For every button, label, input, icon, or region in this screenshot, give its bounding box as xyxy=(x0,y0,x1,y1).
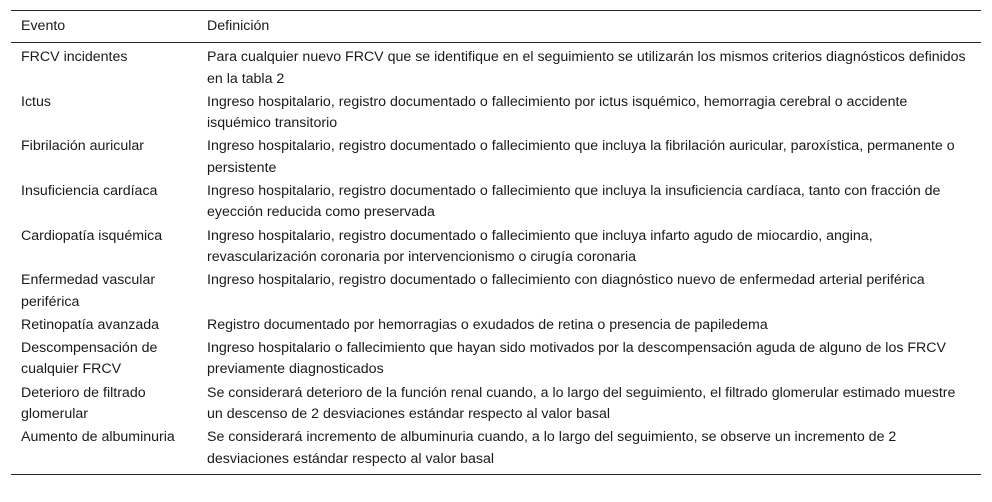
cell-evento: Retinopatía avanzada xyxy=(21,316,160,333)
cell-evento: Cardiopatía isquémica xyxy=(21,227,163,244)
cell-evento: Descompensación de cualquier FRCV xyxy=(21,340,158,378)
header-row xyxy=(11,11,981,43)
table-body xyxy=(11,43,981,475)
events-definition-table xyxy=(11,10,981,475)
table-row xyxy=(11,382,981,427)
cell-definicion: Ingreso hospitalario, registro documentado o fallecimiento por ictus isquémico, hemorragia cerebral o accidente isquémico transitorio xyxy=(207,93,908,132)
cell-evento: Deterioro de filtrado glomerular xyxy=(21,384,146,423)
cell-definicion: Ingreso hospitalario, registro documentado o fallecimiento que incluya infarto agudo de miocardio, angina, revascularización coronaria por intervencionismo o cirugía coronaria xyxy=(207,227,873,265)
cell-evento: Insuficiencia cardíaca xyxy=(21,183,158,200)
cell-definicion: Ingreso hospitalario, registro documentado o fallecimiento que incluya la insuficiencia cardíaca, tanto con fracción de eyección reducida como preservada xyxy=(207,183,941,221)
table-header xyxy=(11,11,981,43)
table-row xyxy=(11,337,981,382)
cell-evento: Aumento de albuminuria xyxy=(21,429,175,446)
table-row xyxy=(11,91,981,136)
cell-evento: Fibrilación auricular xyxy=(21,138,145,155)
header-definicion: Definición xyxy=(207,18,270,34)
table-row xyxy=(11,269,981,314)
cell-definicion: Ingreso hospitalario, registro documentado o fallecimiento con diagnóstico nuevo de enfermedad arterial periférica xyxy=(207,272,925,289)
table-row xyxy=(11,426,981,474)
cell-definicion: Ingreso hospitalario o fallecimiento que hayan sido motivados por la descompensación aguda de alguno de los FRCV previamente diagnosticados xyxy=(207,340,946,378)
table-row xyxy=(11,180,981,225)
header-evento: Evento xyxy=(21,18,66,34)
cell-definicion: Para cualquier nuevo FRCV que se identifique en el seguimiento se utilizarán los mismos criterios diagnósticos definidos en la tabla 2 xyxy=(207,49,966,87)
table-row xyxy=(11,314,981,337)
table-row xyxy=(11,43,981,91)
cell-evento: Ictus xyxy=(21,93,51,110)
table-row xyxy=(11,225,981,270)
table-row xyxy=(11,135,981,180)
cell-evento: Enfermedad vascular periférica xyxy=(21,272,156,310)
cell-evento: FRCV incidentes xyxy=(21,49,128,66)
cell-definicion: Registro documentado por hemorragias o exudados de retina o presencia de papiledema xyxy=(207,316,768,333)
cell-definicion: Ingreso hospitalario, registro documentado o fallecimiento que incluya la fibrilación auricular, paroxística, permanente o persistente xyxy=(207,138,955,176)
cell-definicion: Se considerará incremento de albuminuria cuando, a lo largo del seguimiento, se observe un incremento de 2 desviaciones estándar respecto al valor basal xyxy=(207,429,897,467)
events-definition-table-container xyxy=(11,10,981,475)
cell-definicion: Se considerará deterioro de la función renal cuando, a lo largo del seguimiento, el filtrado glomerular estimado muestre un descenso de 2 desviaciones estándar respecto al valor basal xyxy=(207,384,956,423)
